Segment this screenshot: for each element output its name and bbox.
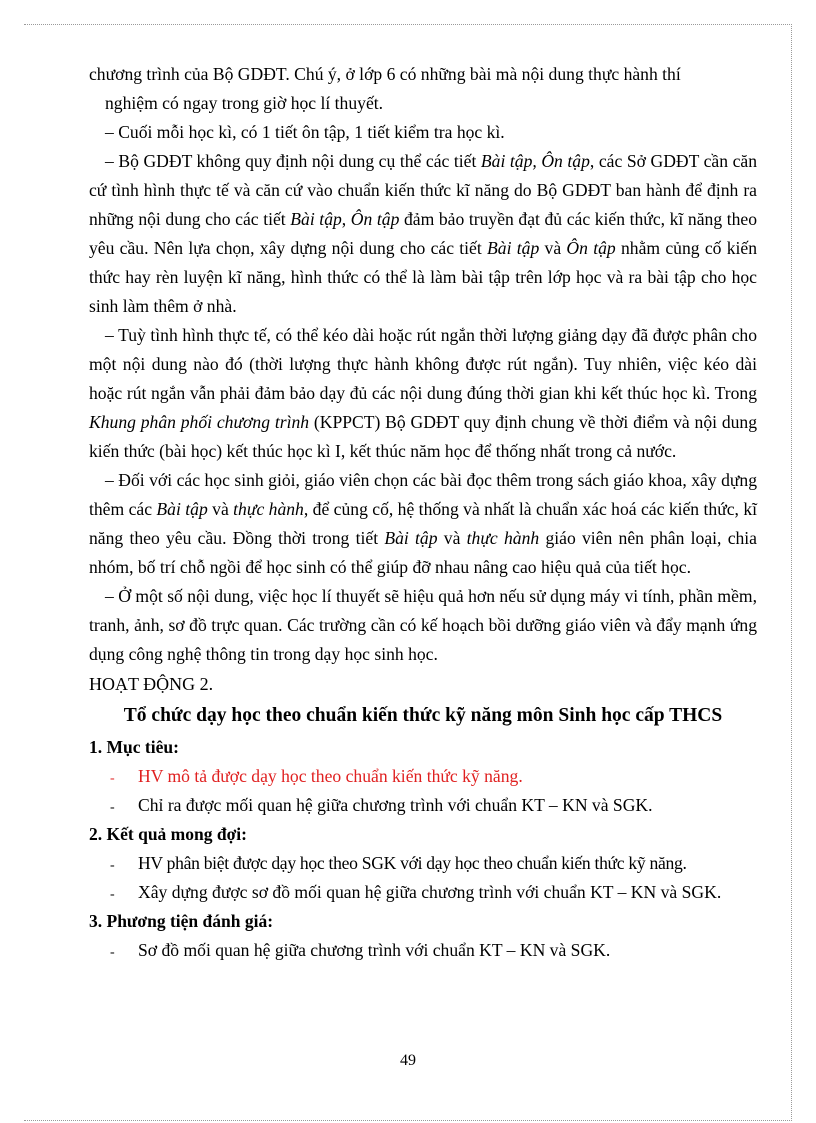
paragraph-gifted-students: – Đối với các học sinh giỏi, giáo viên chọn các bài đọc thêm trong sách giáo khoa, xây dựng thêm các Bài tập và thực hành, để củng cố, hệ thống và nhất là chuẩn xác hoá các kiến thức, kĩ năng theo yêu cầu. Đồng thời trong tiết Bài tập và thực hành giáo viên nên phân loại, chia nhóm, bố trí chỗ ngồi để học sinh có thể giúp đỡ nhau nâng cao hiệu quả của tiết học. [89,470,758,577]
bullet-icon: - [110,771,115,786]
bullet-icon: - [110,858,115,873]
list-item: - Chỉ ra được mối quan hệ giữa chương trình với chuẩn KT – KN và SGK. [89,791,757,820]
page-number: 49 [400,1052,416,1069]
list-item: - Xây dựng được sơ đồ mối quan hệ giữa chương trình với chuẩn KT – KN và SGK. [89,878,757,907]
list-item: - HV phân biệt được dạy học theo SGK với dạy học theo chuẩn kiến thức kỹ năng. [89,849,757,878]
section-heading-assessment-tools: 3. Phương tiện đánh giá: [89,911,274,931]
paragraph-line: nghiệm có ngay trong giờ học lí thuyết. [105,93,384,113]
bullet-icon: - [110,945,115,960]
bullet-icon: - [110,800,115,815]
list-item: - Sơ đồ mối quan hệ giữa chương trình với chuẩn KT – KN và SGK. [89,936,757,965]
bullet-icon: - [110,887,115,902]
section-title: Tổ chức dạy học theo chuẩn kiến thức kỹ năng môn Sinh học cấp THCS [123,705,723,726]
activity-heading: HOẠT ĐỘNG 2. [89,674,214,694]
paragraph-review-test: – Cuối mỗi học kì, có 1 tiết ôn tập, 1 tiết kiểm tra học kì. [105,122,505,142]
list-item: - HV mô tả được dạy học theo chuẩn kiến thức kỹ năng. [89,762,757,791]
paragraph-continuation [89,60,757,118]
section-heading-objectives: 1. Mục tiêu: [89,737,179,757]
document-body [89,60,757,965]
paragraph-technology: – Ở một số nội dung, việc học lí thuyết sẽ hiệu quả hơn nếu sử dụng máy vi tính, phần mềm, tranh, ảnh, sơ đồ trực quan. Các trường cần có kế hoạch bồi dưỡng giáo viên và đẩy mạnh ứng dụng công nghệ thông tin trong dạy học sinh học. [89,586,757,664]
paragraph-duration: – Tuỳ tình hình thực tế, có thể kéo dài hoặc rút ngắn thời lượng giảng dạy đã được phân cho một nội dung nào đó (thời lượng thực hành không được rút ngắn). Tuy nhiên, việc kéo dài hoặc rút ngắn vẫn phải đảm bảo dạy đủ các nội dung đúng thời gian khi kết thúc học kì. Trong Khung phân phối chương trình (KPPCT) Bộ GDĐT quy định chung về thời điểm và nội dung kiến thức (bài học) kết thúc học kì I, kết thúc năm học để thống nhất trong cả nước. [89,325,758,461]
paragraph-line: chương trình của Bộ GDĐT. Chú ý, ở lớp 6 có những bài mà nội dung thực hành thí [89,64,681,84]
paragraph-exercises: – Bộ GDĐT không quy định nội dung cụ thể các tiết Bài tập, Ôn tập, các Sở GDĐT cần căn cứ tình hình thực tế và căn cứ vào chuẩn kiến thức kĩ năng do Bộ GDĐT ban hành để định ra những nội dung cho các tiết Bài tập, Ôn tập đảm bảo truyền đạt đủ các kiến thức, kĩ năng theo yêu cầu. Nên lựa chọn, xây dựng nội dung cho các tiết Bài tập và Ôn tập nhằm củng cố kiến thức hay rèn luyện kĩ năng, hình thức có thể là làm bài tập trên lớp học và ra bài tập cho học sinh làm thêm ở nhà. [89,151,758,316]
section-heading-expected-results: 2. Kết quả mong đợi: [89,824,247,844]
